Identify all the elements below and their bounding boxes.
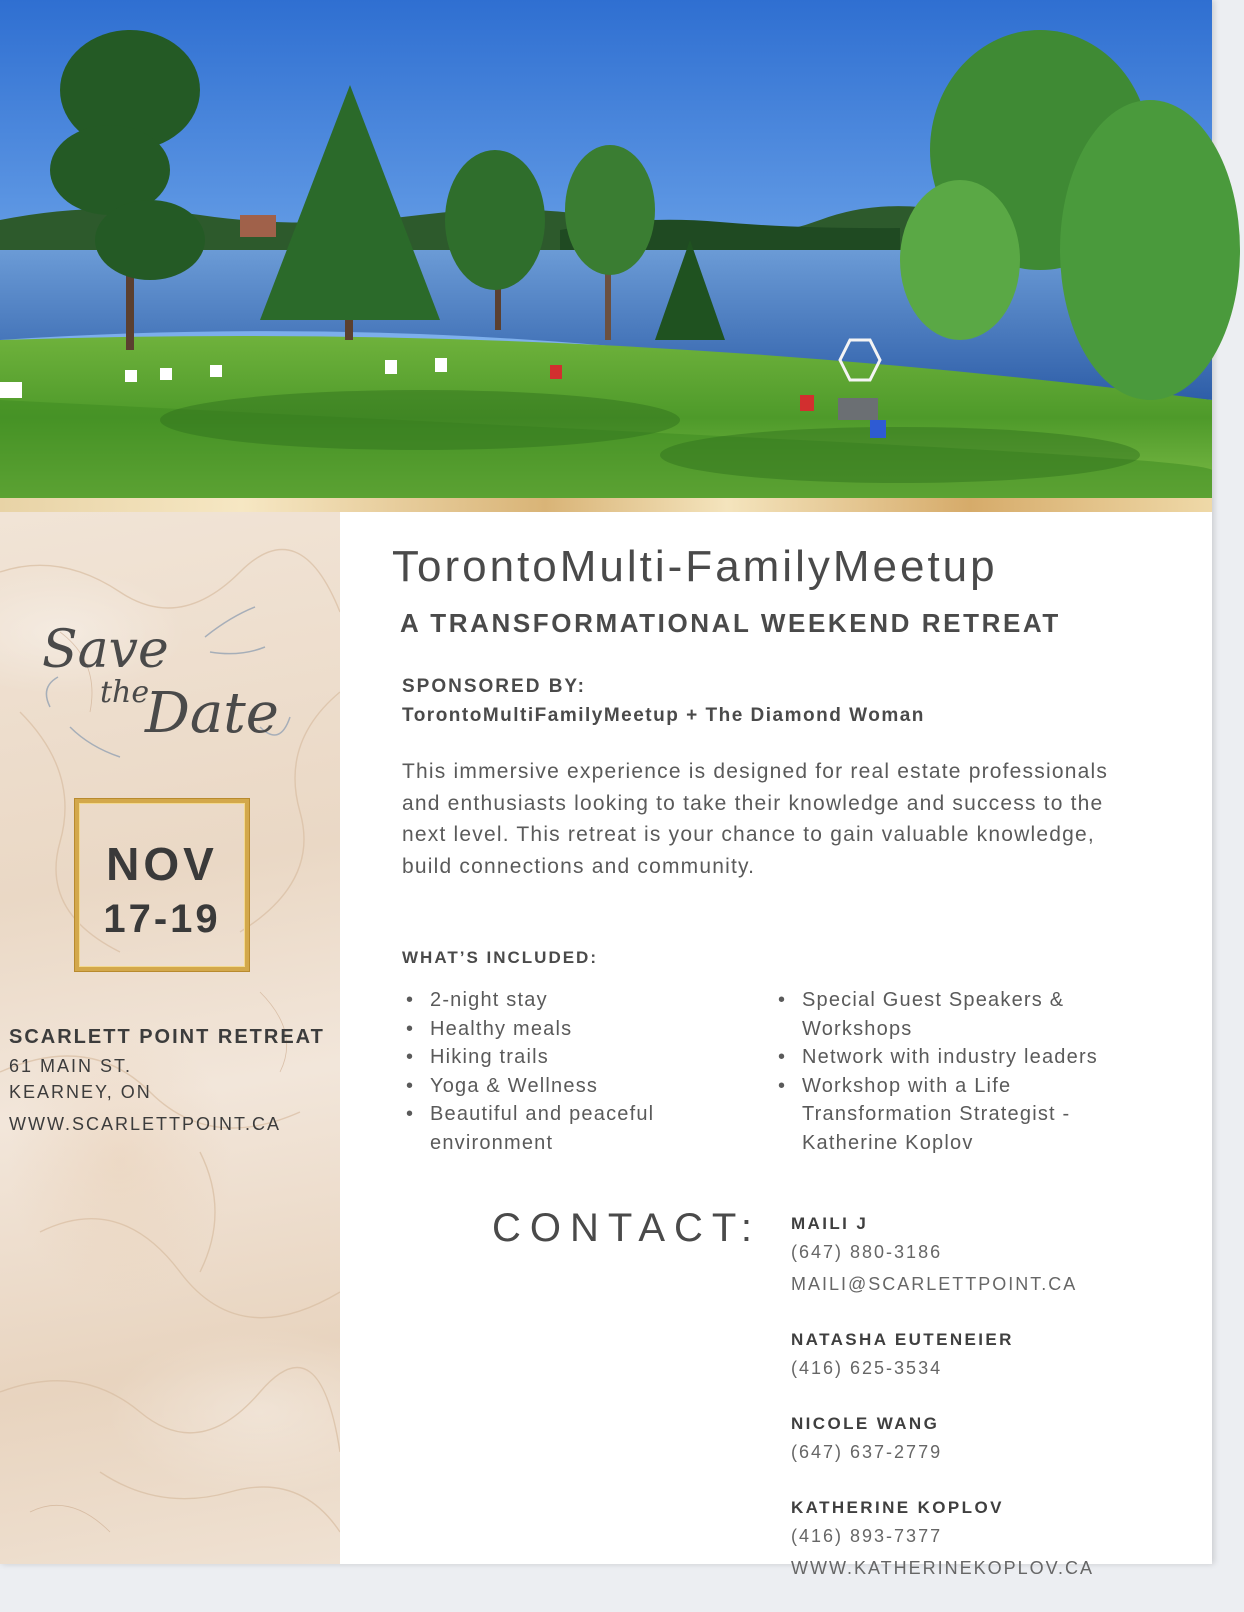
- list-item: • 2-night stay: [404, 986, 704, 1015]
- venue-street: 61 MAIN ST.: [9, 1056, 133, 1076]
- hero-photo: [0, 0, 1212, 500]
- venue-city: KEARNEY, ON: [9, 1082, 152, 1102]
- contact-phone[interactable]: (647) 880-3186: [791, 1242, 943, 1262]
- contact-name: KATHERINE KOPLOV: [791, 1498, 1004, 1517]
- contact-phone[interactable]: (647) 637-2779: [791, 1442, 943, 1462]
- contact-card: [791, 1412, 1094, 1468]
- contact-card: [791, 1496, 1094, 1584]
- contact-email[interactable]: MAILI@SCARLETTPOINT.CA: [791, 1274, 1078, 1294]
- lake-landscape-icon: [0, 0, 1212, 500]
- contact-phone[interactable]: (416) 893-7377: [791, 1526, 943, 1546]
- included-list-right: [776, 986, 1136, 1157]
- contact-name: MAILI J: [791, 1214, 869, 1233]
- page-subtitle: A TRANSFORMATIONAL WEEKEND RETREAT: [400, 608, 1061, 638]
- contact-website-link[interactable]: WWW.KATHERINEKOPLOV.CA: [791, 1558, 1095, 1578]
- sponsor-names: TorontoMultiFamilyMeetup + The Diamond Woman: [402, 705, 925, 726]
- save-the-date-script: [30, 597, 300, 777]
- event-month: NOV: [106, 838, 218, 890]
- page-title: TorontoMulti-FamilyMeetup: [392, 542, 998, 591]
- contact-name: NICOLE WANG: [791, 1414, 940, 1433]
- list-item: • Hiking trails: [404, 1043, 704, 1072]
- contact-phone[interactable]: (416) 625-3534: [791, 1358, 943, 1378]
- venue-website-link[interactable]: WWW.SCARLETTPOINT.CA: [9, 1114, 282, 1134]
- contact-card: [791, 1212, 1094, 1300]
- date-word: Date: [145, 681, 279, 746]
- list-item: • Beautiful and peaceful environment: [404, 1100, 704, 1157]
- venue-name: SCARLETT POINT RETREAT: [9, 1026, 325, 1048]
- main-content: [340, 512, 1212, 1578]
- list-item: • Special Guest Speakers & Workshops: [776, 986, 1136, 1043]
- contact-heading: CONTACT:: [492, 1206, 762, 1250]
- included-label: WHAT’S INCLUDED:: [402, 948, 598, 967]
- intro-paragraph: This immersive experience is designed for real estate professionals and enthusiasts looking to take their knowledge and success to the next level. This retreat is your chance to gain valuable knowledge, build connections and community.: [402, 760, 1109, 878]
- sponsor-label: SPONSORED BY:: [402, 676, 587, 697]
- sidebar-panel: [0, 512, 340, 1564]
- the-word: the: [100, 675, 150, 710]
- included-list-left: [404, 986, 704, 1157]
- contact-name: NATASHA EUTENEIER: [791, 1330, 1014, 1349]
- save-word: Save: [42, 620, 169, 680]
- venue-info: [9, 1026, 325, 1137]
- list-item: • Workshop with a Life Transformation Strategist - Katherine Koplov: [776, 1072, 1136, 1158]
- gold-divider: [0, 498, 1212, 512]
- list-item: • Network with industry leaders: [776, 1043, 1136, 1072]
- event-date-box: [75, 799, 249, 971]
- event-days: 17-19: [103, 897, 221, 941]
- contact-card: [791, 1328, 1094, 1384]
- list-item: • Healthy meals: [404, 1015, 704, 1044]
- contacts-list: [791, 1212, 1094, 1612]
- list-item: • Yoga & Wellness: [404, 1072, 704, 1101]
